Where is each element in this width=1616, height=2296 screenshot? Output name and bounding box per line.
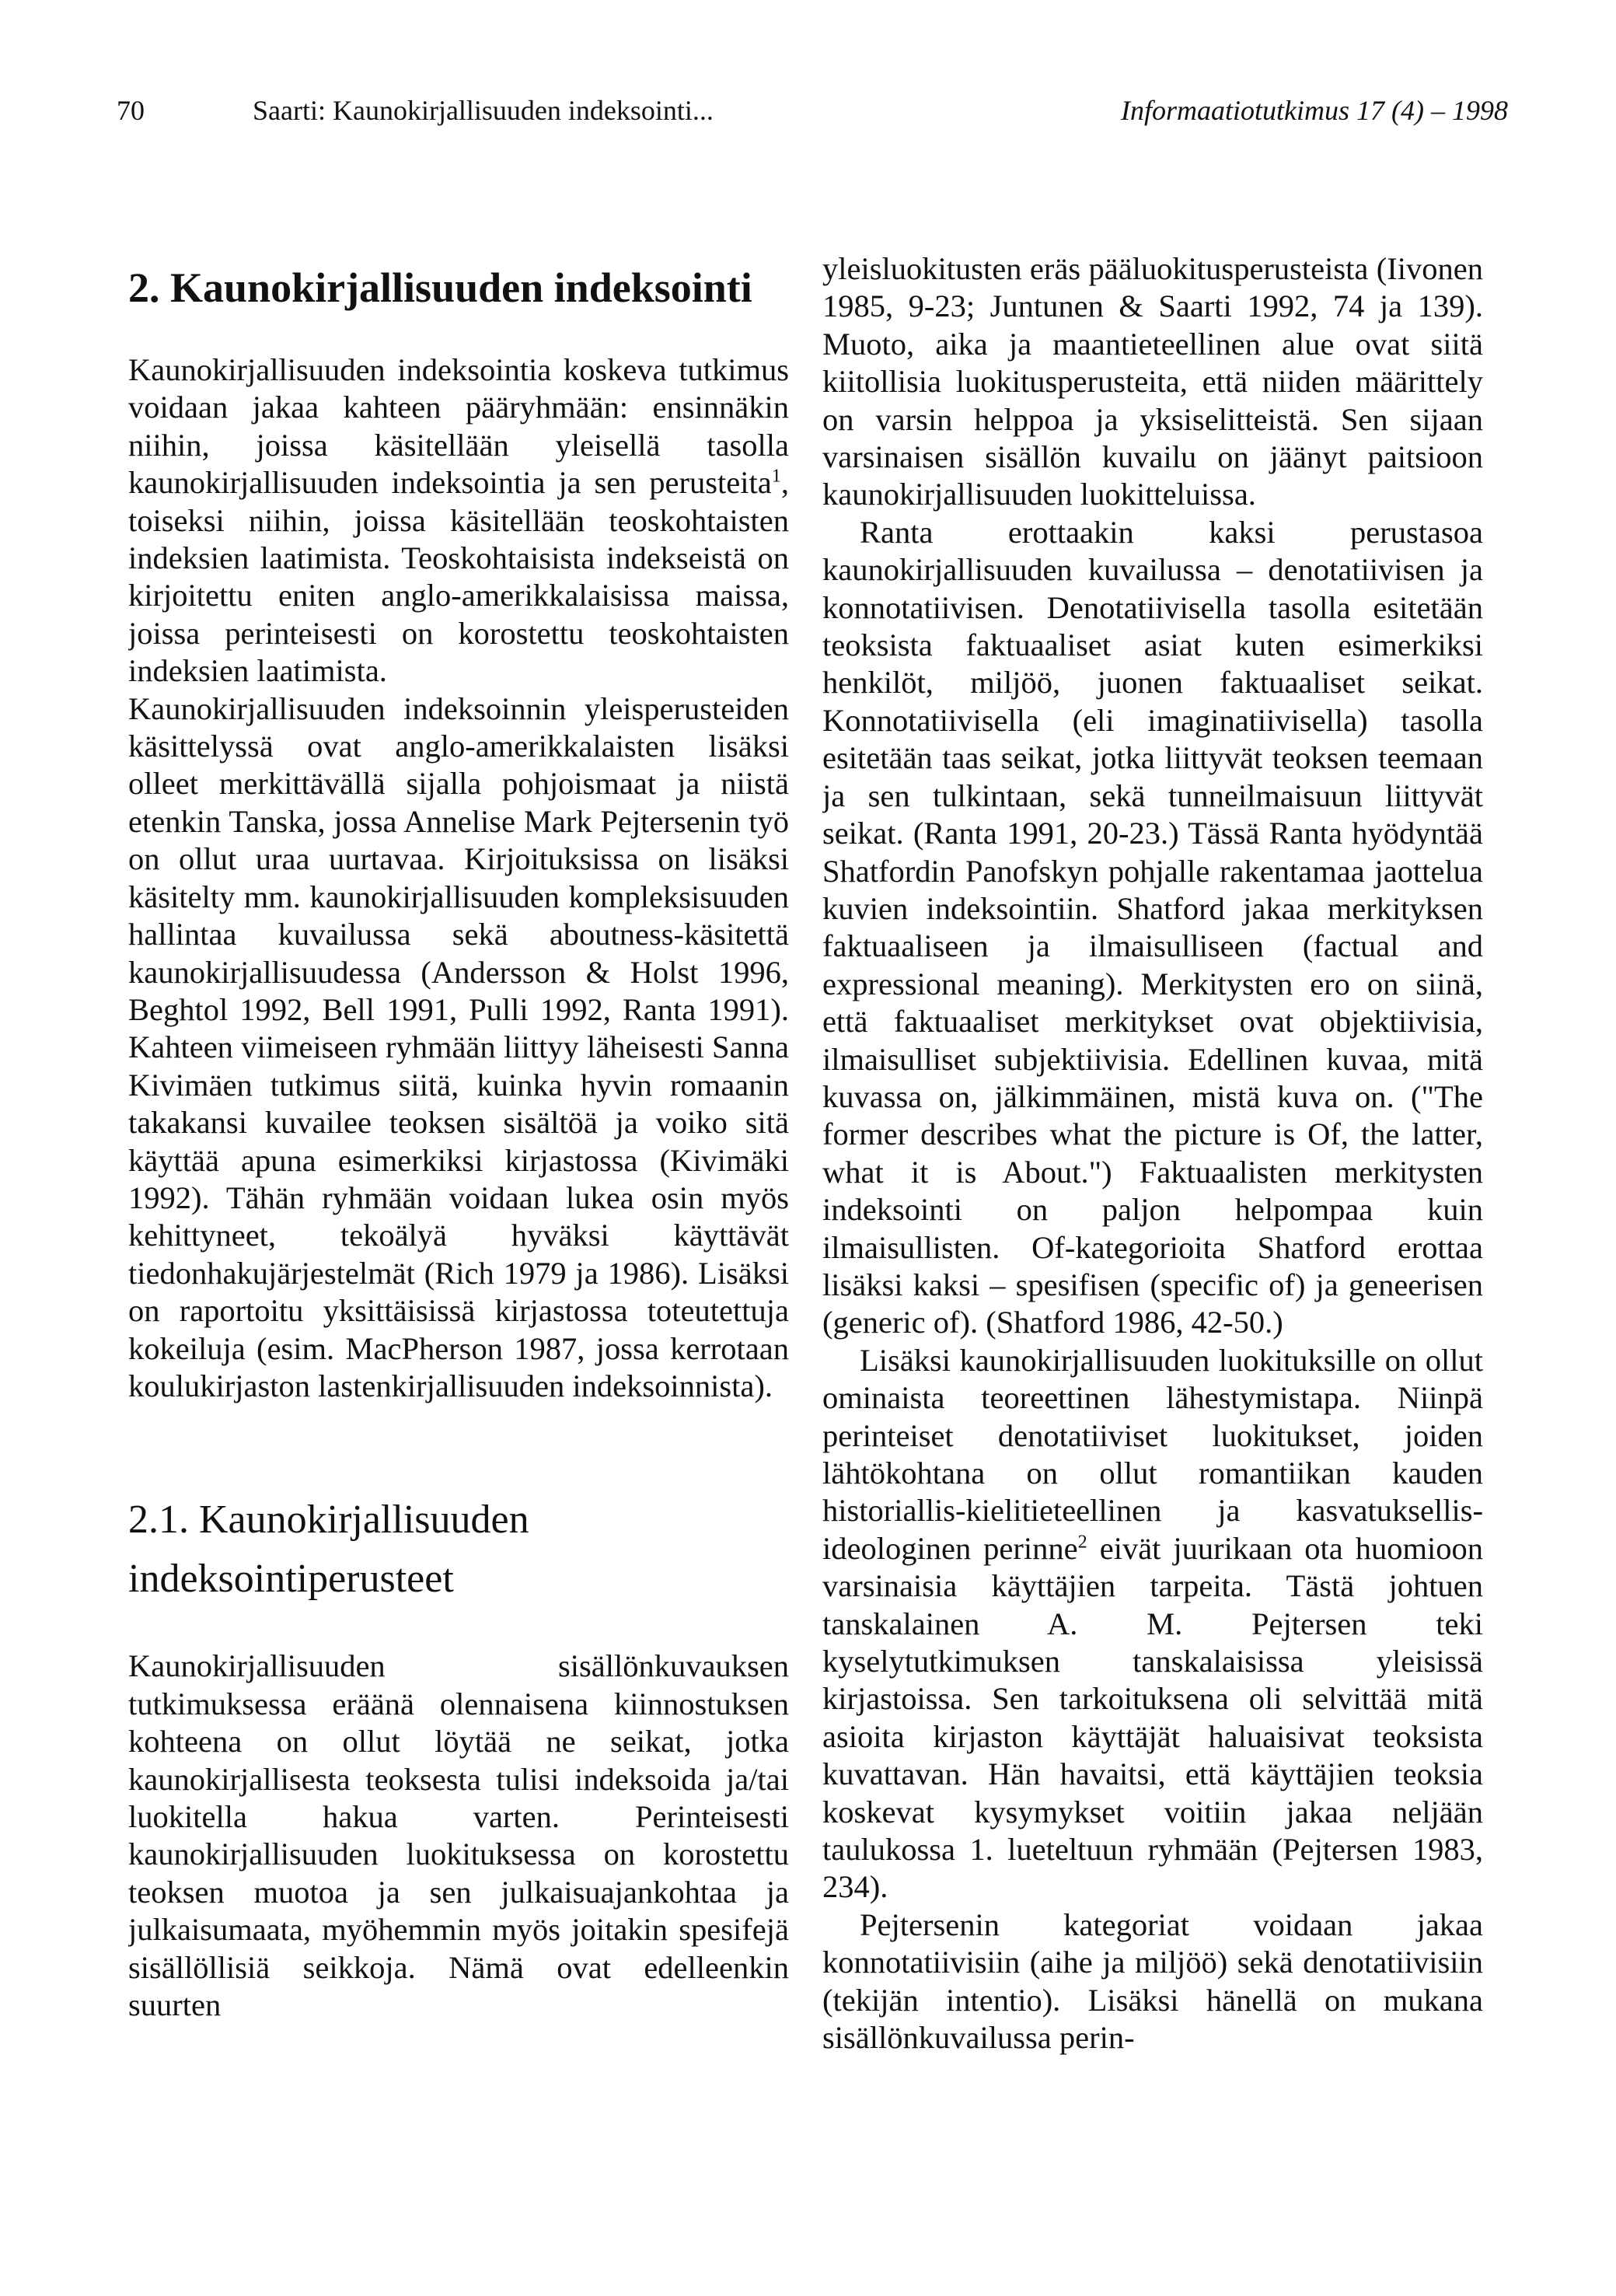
page-number: 70 xyxy=(117,95,145,126)
running-header xyxy=(117,87,1508,134)
paragraph: Pejtersenin kategoriat voidaan jakaa konnotatiivisiin (aihe ja miljöö) sekä denotatiivisiin (tekijän intentio). Lisäksi hänellä on mukana sisällönkuvailussa perin- xyxy=(822,1906,1483,2056)
right-column xyxy=(822,250,1483,2241)
paragraph xyxy=(822,1342,1483,1906)
paragraph-text: eivät juurikaan ota huomioon varsinaisia käyttäjien tarpeita. Tästä johtuen tanskalainen A. M. Pejtersen teki kyselytutkimuksen tanskalaisissa yleisissä kirjastoissa. Sen tarkoituksena oli selvittää mitä asioita kirjaston käyttäjät haluaisivat teoksista kuvattavan. Hän havaitsi, että käyttäjien teoksia koskevat kysymykset voitiin jakaa neljään taulukossa 1. lueteltuun ryhmään (Pejtersen 1983, 234). xyxy=(822,1530,1483,1905)
subsection-heading: 2.1. Kaunokirjallisuuden indeksointiperusteet xyxy=(128,1497,529,1602)
paragraph-text: Lisäksi kaunokirjallisuuden luokituksille on ollut ominaista teoreettinen lähestymistapa. Niinpä perinteiset denotatiiviset luokitukset, joiden lähtökohtana on ollut romantiikan kauden historiallis-kielitieteellinen ja kasvatuksellis-ideologinen perinne xyxy=(822,1342,1483,1566)
paragraph: Ranta erottaakin kaksi perustasoa kaunokirjallisuuden kuvailussa – denotatiivisen ja konnotatiivisen. Denotatiivisella tasolla esitetään teoksista faktuaaliset asiat kuten esimerkiksi henkilöt, miljöö, juonen faktuaaliset seikat. Konnotatiivisella (eli imaginatiivisella) tasolla esitetään taas seikat, jotka liittyvät teoksen teemaan ja sen tulkintaan, sekä tunneilmaisuun liittyvät seikat. (Ranta 1991, 20-23.) Tässä Ranta hyödyntää Shatfordin Panofskyn pohjalle rakentamaa jaottelua kuvien indeksointiin. Shatford jakaa merkityksen faktuaaliseen ja ilmaisulliseen (factual and expressional meaning). Merkitysten ero on siinä, että faktuaaliset merkitykset ovat objektiivisia, ilmaisulliset subjektiivisia. Edellinen kuvaa, mitä kuvassa on, jälkimmäinen, mistä kuva on. ("The former describes what the picture is Of, the latter, what it is About.") Faktuaalisten merkitysten indeksointi on paljon helpompaa kuin ilmaisullisten. Of-kategorioita Shatford erottaa lisäksi kaksi – spesifisen (specific of) ja geneerisen (generic of). (Shatford 1986, 42-50.) xyxy=(822,514,1483,1340)
paragraph: Kaunokirjallisuuden indeksoinnin yleisperusteiden käsittelyssä ovat anglo-amerikkalaisten lisäksi olleet merkittävällä sijalla pohjoismaat ja niistä etenkin Tanska, jossa Annelise Mark Pejtersenin työ on ollut uraa uurtavaa. Kirjoituksissa on lisäksi käsitelty mm. kaunokirjallisuuden kompleksisuuden hallintaa kuvailussa sekä aboutness-käsitettä kaunokirjallisuudessa (Andersson & Holst 1996, Beghtol 1992, Bell 1991, Pulli 1992, Ranta 1991). Kahteen viimeiseen ryhmään liittyy läheisesti Sanna Kivimäen tutkimus siitä, kuinka hyvin romaanin takakansi kuvailee teoksen sisältöä ja voiko sitä käyttää apuna esimerkiksi kirjastossa (Kivimäki 1992). Tähän ryhmään voidaan lukea osin myös kehittyneet, tekoälyä hyväksi käyttävät tiedonhakujärjestelmät (Rich 1979 ja 1986). Lisäksi on raportoitu yksittäisissä kirjastossa toteutettuja kokeiluja (esim. MacPherson 1987, jossa kerrotaan koulukirjaston lastenkirjallisuuden indeksoinnista). xyxy=(128,690,789,1403)
left-column xyxy=(128,247,789,2238)
footnote-marker: 1 xyxy=(771,465,781,487)
running-title: Saarti: Kaunokirjallisuuden indeksointi... xyxy=(253,95,714,126)
footnote-marker: 2 xyxy=(1077,1531,1087,1553)
paragraph-text: , toiseksi niihin, joissa käsitellään teoskohtaisten indeksien laatimista. Teoskohtaisista indekseistä on kirjoitettu eniten anglo-amerikkalaisissa maissa, joissa perinteisesti on korostettu teoskohtaisten indeksien laatimista. xyxy=(128,465,789,689)
paragraph: yleisluokitusten eräs pääluokitusperusteista (Iivonen 1985, 9-23; Juntunen & Saarti 1992, 74 ja 139). Muoto, aika ja maantieteellinen alue ovat siitä kiitollisia luokitusperusteita, että niiden määrittely on varsin helppoa ja yksiselitteistä. Sen sijaan varsinaisen sisällön kuvailu on jäänyt paitsioon kaunokirjallisuuden luokitteluissa. xyxy=(822,251,1483,512)
paragraph-text: Kaunokirjallisuuden indeksointia koskeva tutkimus voidaan jakaa kahteen pääryhmään: ensinnäkin niihin, joissa käsitellään yleisellä tasolla kaunokirjallisuuden indeksointia ja sen perusteita xyxy=(128,352,789,501)
paragraph: Kaunokirjallisuuden sisällönkuvauksen tutkimuksessa eräänä olennaisena kiinnostuksen kohteena on ollut löytää ne seikat, jotka kaunokirjallisesta teoksesta tulisi indeksoida ja/tai luokitella hakua varten. Perinteisesti kaunokirjallisuuden luokituksessa on korostettu teoksen muotoa ja sen julkaisuajankohtaa ja julkaisumaata, myöhemmin myös joitakin spesifejä sisällöllisiä seikkoja. Nämä ovat edelleenkin suurten xyxy=(128,1648,789,2023)
journal-citation: Informaatiotutkimus 17 (4) – 1998 xyxy=(1121,95,1508,126)
section-heading: 2. Kaunokirjallisuuden indeksointi xyxy=(128,264,752,311)
paragraph xyxy=(128,351,789,690)
